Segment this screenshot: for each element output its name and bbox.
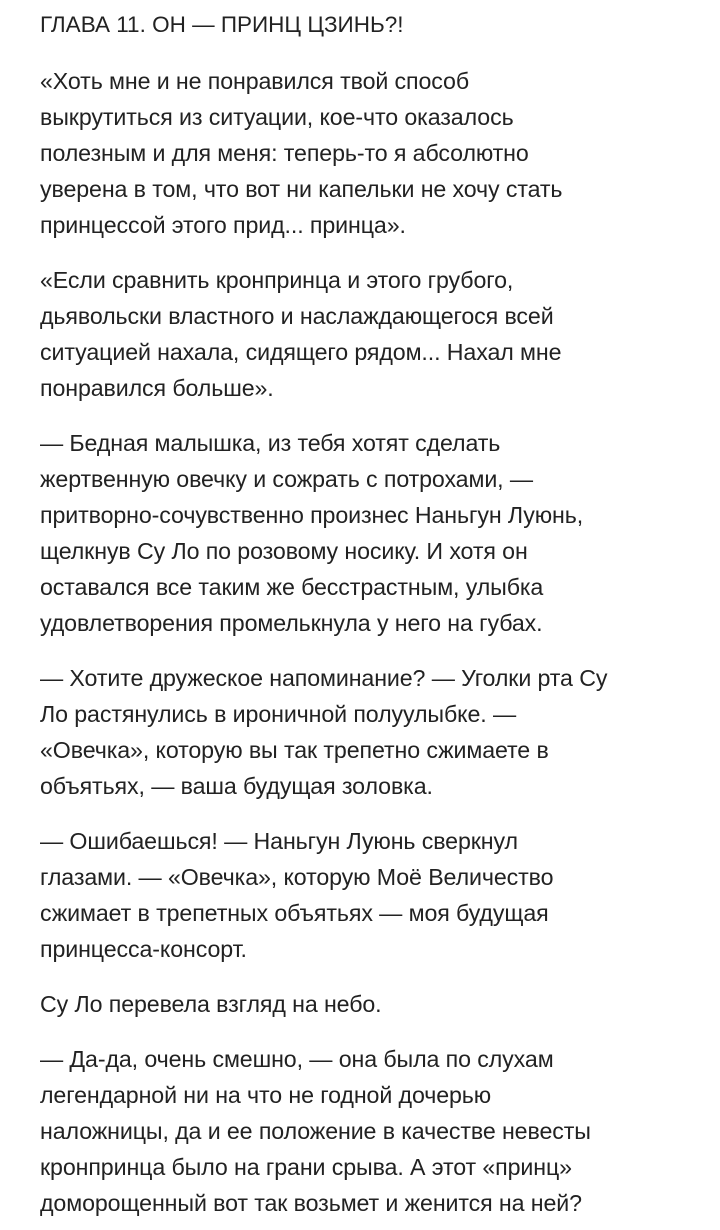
text-line: «Если сравнить кронпринца и этого грубого,	[40, 267, 514, 293]
text-line: доморощенный вот так возьмет и женится на ней?	[40, 1190, 582, 1216]
reader-page	[40, 0, 680, 1221]
paragraph-6	[40, 986, 680, 1022]
text-line: легендарной ни на что не годной дочерью	[40, 1082, 492, 1108]
text-line: «Хоть мне и не понравился твой способ	[40, 68, 470, 94]
text-line: сжимает в трепетных объятьях — моя будущая	[40, 900, 549, 926]
text-line: — Да-да, очень смешно, — она была по слухам	[40, 1046, 554, 1072]
paragraph-5	[40, 823, 680, 967]
text-line: жертвенную овечку и сожрать с потрохами, —	[40, 466, 533, 492]
text-line: — Бедная малышка, из тебя хотят сделать	[40, 430, 501, 456]
paragraph-7	[40, 1041, 680, 1221]
paragraph-3	[40, 425, 680, 641]
text-line: Су Ло перевела взгляд на небо.	[40, 991, 382, 1017]
text-line: притворно-сочувственно произнес Наньгун Луюнь,	[40, 502, 584, 528]
paragraph-4	[40, 660, 680, 804]
text-line: кронпринца было на грани срыва. А этот «принц»	[40, 1154, 572, 1180]
text-line: глазами. — «Овечка», которую Моё Величество	[40, 864, 554, 890]
text-line: щелкнув Су Ло по розовому носику. И хотя он	[40, 538, 528, 564]
chapter-title: ГЛАВА 11. ОН — ПРИНЦ ЦЗИНЬ?!	[40, 12, 404, 37]
text-line: принцессой этого прид... принца».	[40, 212, 406, 238]
text-line: полезным и для меня: теперь-то я абсолютно	[40, 140, 529, 166]
text-line: «Овечка», которую вы так трепетно сжимаете в	[40, 737, 549, 763]
text-line: выкрутиться из ситуации, кое-что оказалось	[40, 104, 514, 130]
text-line: объятьях, — ваша будущая золовка.	[40, 773, 433, 799]
text-line: понравился больше».	[40, 375, 274, 401]
text-line: — Хотите дружеское напоминание? — Уголки рта Су	[40, 665, 608, 691]
text-line: удовлетворения промелькнула у него на губах.	[40, 610, 543, 636]
text-line: оставался все таким же бесстрастным, улыбка	[40, 574, 544, 600]
paragraph-2	[40, 262, 680, 406]
text-line: — Ошибаешься! — Наньгун Луюнь сверкнул	[40, 828, 518, 854]
text-line: дьявольски властного и наслаждающегося всей	[40, 303, 554, 329]
text-line: ситуацией нахала, сидящего рядом... Нахал мне	[40, 339, 562, 365]
paragraph-1	[40, 63, 680, 243]
text-line: наложницы, да и ее положение в качестве невесты	[40, 1118, 591, 1144]
text-line: принцесса-консорт.	[40, 936, 247, 962]
text-line: уверена в том, что вот ни капельки не хочу стать	[40, 176, 563, 202]
text-line: Ло растянулись в ироничной полуулыбке. —	[40, 701, 517, 727]
